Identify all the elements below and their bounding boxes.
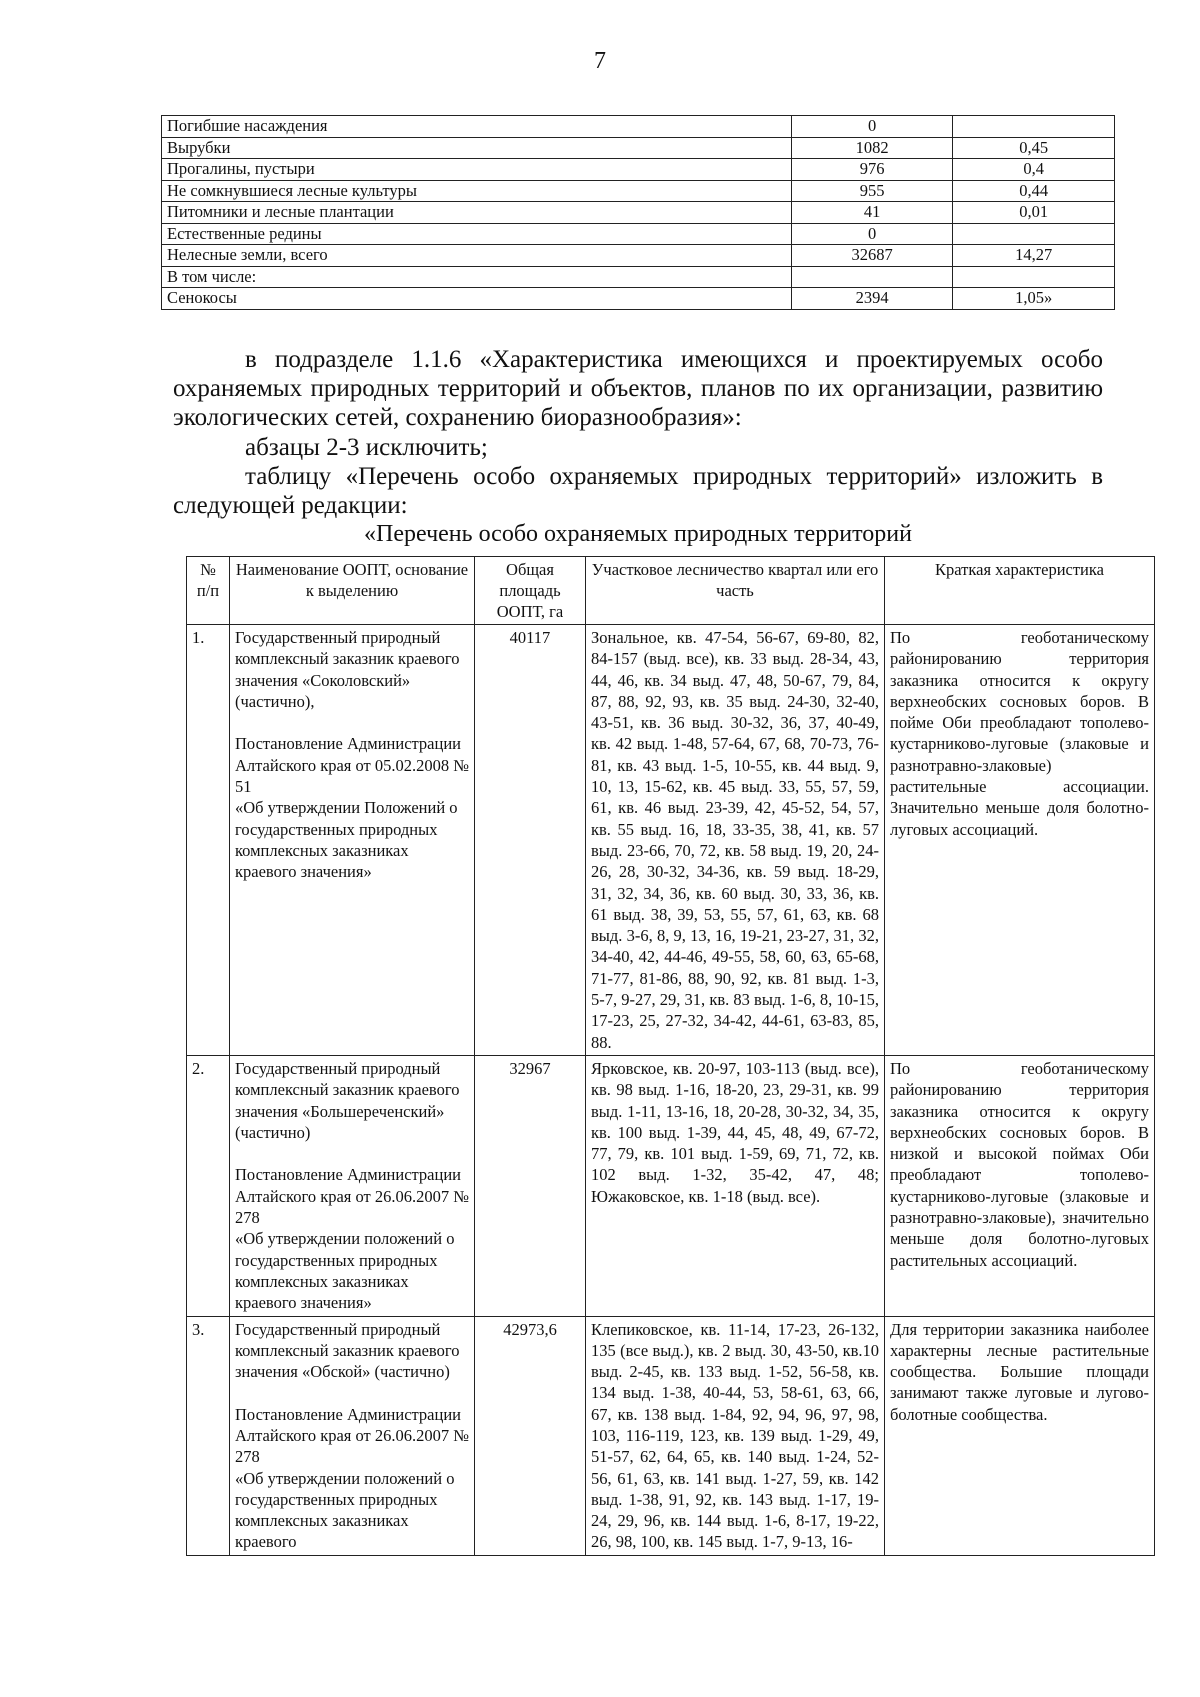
row-percent: 14,27 — [953, 245, 1115, 267]
paragraph-exclude: абзацы 2-3 исключить; — [245, 434, 488, 461]
cell-name: Государственный природный комплексный заказник краевого значения «Большереченский» (частично) Постановление Администрации Алтайского края от 26.06.2007 № 278 «Об утверждении положений о государственных природных комплексных заказниках краевого значения» — [230, 1055, 475, 1316]
table-row — [162, 180, 1115, 202]
row-name: В том числе: — [162, 266, 792, 288]
header-description: Краткая характеристика — [885, 557, 1155, 625]
row-percent: 0,44 — [953, 180, 1115, 202]
table-row — [162, 159, 1115, 181]
table-row — [162, 266, 1115, 288]
row-area: 0 — [791, 223, 953, 245]
row-area — [791, 266, 953, 288]
header-num: № п/п — [187, 557, 230, 625]
row-area: 976 — [791, 159, 953, 181]
cell-forestry: Клепиковское, кв. 11-14, 17-23, 26-132, 135 (все выд.), кв. 2 выд. 30, 43-50, кв.10 выд. 2-45, кв. 133 выд. 1-52, 56-58, кв. 134 выд. 1-38, 40-44, 53, 58-61, 63, 66, 67, кв. 138 выд. 1-84, 92, 94, 96, 97, 98, 103, 116-119, 123, кв. 139 выд. 1-29, 49, 51-57, 62, 64, 65, кв. 140 выд. 1-24, 52-56, 61, 63, кв. 141 выд. 1-27, 59, кв. 142 выд. 1-38, 91, 92, кв. 143 выд. 1-17, 19-24, 29, 96, кв. 144 выд. 1-6, 8-17, 19-22, 26, 98, 100, кв. 145 выд. 1-7, 9-13, 16- — [586, 1316, 885, 1555]
oopt-table-title: «Перечень особо охраняемых природных территорий — [364, 521, 912, 547]
cell-forestry: Ярковское, кв. 20-97, 103-113 (выд. все), кв. 98 выд. 1-16, 18-20, 23, 29-31, кв. 99 выд. 1-11, 13-16, 18, 20-28, 30-32, 34, 35, кв. 100 выд. 1-39, 44, 45, 48, 49, 67-72, 77, 79, кв. 101 выд. 1-59, 69, 71, 72, кв. 102 выд. 1-32, 35-42, 47, 48; Южаковское, кв. 1-18 (выд. все). — [586, 1055, 885, 1316]
table-row — [187, 1316, 1155, 1555]
table-row — [162, 245, 1115, 267]
row-area: 32687 — [791, 245, 953, 267]
cell-description: По геоботаническому районированию территория заказника относится к округу верхнеобских сосновых боров. В пойме Оби преобладают тополево-кустарниково-луговые (злаковые и разнотравно-злаковые) растительные ассоциации. Значительно меньше доля болотно-луговых ассоциаций. — [885, 625, 1155, 1056]
row-name: Естественные редины — [162, 223, 792, 245]
row-area: 2394 — [791, 288, 953, 310]
table-row — [187, 625, 1155, 1056]
table-row — [162, 116, 1115, 138]
row-percent — [953, 266, 1115, 288]
row-area: 0 — [791, 116, 953, 138]
cell-area: 42973,6 — [475, 1316, 586, 1555]
row-name: Питомники и лесные плантации — [162, 202, 792, 224]
cell-num: 1. — [187, 625, 230, 1056]
row-area: 955 — [791, 180, 953, 202]
table-row — [162, 202, 1115, 224]
row-percent: 1,05» — [953, 288, 1115, 310]
row-percent — [953, 116, 1115, 138]
row-name: Сенокосы — [162, 288, 792, 310]
table-row — [162, 137, 1115, 159]
row-percent: 0,4 — [953, 159, 1115, 181]
row-name: Вырубки — [162, 137, 792, 159]
row-area: 1082 — [791, 137, 953, 159]
cell-description: По геоботаническому районированию территория заказника относится к округу верхнеобских сосновых боров. В низкой и высокой поймах Оби преобладают тополево-кустарниково-луговые (злаковые и разнотравно-злаковые), значительно меньше доля болотно-луговых растительных ассоциаций. — [885, 1055, 1155, 1316]
row-name: Погибшие насаждения — [162, 116, 792, 138]
cell-num: 3. — [187, 1316, 230, 1555]
row-area: 41 — [791, 202, 953, 224]
row-percent — [953, 223, 1115, 245]
table-row — [187, 1055, 1155, 1316]
row-name: Нелесные земли, всего — [162, 245, 792, 267]
header-name: Наименование ООПТ, основание к выделению — [230, 557, 475, 625]
header-forestry: Участковое лесничество квартал или его часть — [586, 557, 885, 625]
page-number: 7 — [594, 48, 606, 74]
row-percent: 0,01 — [953, 202, 1115, 224]
cell-name: Государственный природный комплексный заказник краевого значения «Обской» (частично) Постановление Администрации Алтайского края от 26.06.2007 № 278 «Об утверждении положений о государственных природных комплексных заказниках краевого — [230, 1316, 475, 1555]
cell-forestry: Зональное, кв. 47-54, 56-67, 69-80, 82, 84-157 (выд. все), кв. 33 выд. 28-34, 43, 44, 46, кв. 34 выд. 47, 48, 50-67, 79, 84, 87, 88, 92, 93, кв. 35 выд. 24-30, 32-40, 43-51, кв. 36 выд. 30-32, 36, 37, 40-49, кв. 42 выд. 1-48, 57-64, 67, 68, 70-73, 76-81, кв. 43 выд. 1-5, 10-55, кв. 44 выд. 9, 10, 13, 15-62, кв. 45 выд. 33, 55, 57, 59, 61, кв. 46 выд. 23-39, 42, 45-52, 54, 57, кв. 55 выд. 16, 18, 33-35, 38, 41, кв. 57 выд. 23-66, 70, 72, кв. 58 выд. 19, 20, 24-26, 28, 30-32, 34-36, кв. 59 выд. 18-29, 31, 32, 34, 36, кв. 60 выд. 30, 33, 36, кв. 61 выд. 38, 39, 53, 55, 57, 61, 63, кв. 68 выд. 3-6, 8, 9, 13, 16, 19-21, 23-27, 31, 32, 34-40, 42, 44-46, 49-55, 58, 60, 63, 65-68, 71-77, 81-86, 88, 90, 92, кв. 81 выд. 1-3, 5-7, 9-27, 29, 31, кв. 83 выд. 1-6, 8, 10-15, 17-23, 25, 27-32, 34-42, 44-61, 63-83, 85, 88. — [586, 625, 885, 1056]
table-row — [162, 223, 1115, 245]
oopt-table — [186, 556, 1155, 1556]
paragraph-table-intro: таблицу «Перечень особо охраняемых природных территорий» изложить в следующей редакции: — [173, 463, 1103, 519]
cell-num: 2. — [187, 1055, 230, 1316]
row-percent: 0,45 — [953, 137, 1115, 159]
forest-summary-table — [161, 115, 1115, 310]
paragraph-subsection: в подразделе 1.1.6 «Характеристика имеющихся и проектируемых особо охраняемых природных территорий и объектов, планов по их организации, развитию экологических сетей, сохранению биоразнообразия»: — [173, 346, 1103, 431]
row-name: Прогалины, пустыри — [162, 159, 792, 181]
cell-area: 40117 — [475, 625, 586, 1056]
table-header-row — [187, 557, 1155, 625]
cell-description: Для территории заказника наиболее характерны лесные растительные сообщества. Большие площади занимают также луговые и лугово-болотные сообщества. — [885, 1316, 1155, 1555]
cell-area: 32967 — [475, 1055, 586, 1316]
header-area: Общая площадь ООПТ, га — [475, 557, 586, 625]
table-row — [162, 288, 1115, 310]
cell-name: Государственный природный комплексный заказник краевого значения «Соколовский» (частично), Постановление Администрации Алтайского края от 05.02.2008 № 51 «Об утверждении Положений о государственных природных комплексных заказниках краевого значения» — [230, 625, 475, 1056]
row-name: Не сомкнувшиеся лесные культуры — [162, 180, 792, 202]
